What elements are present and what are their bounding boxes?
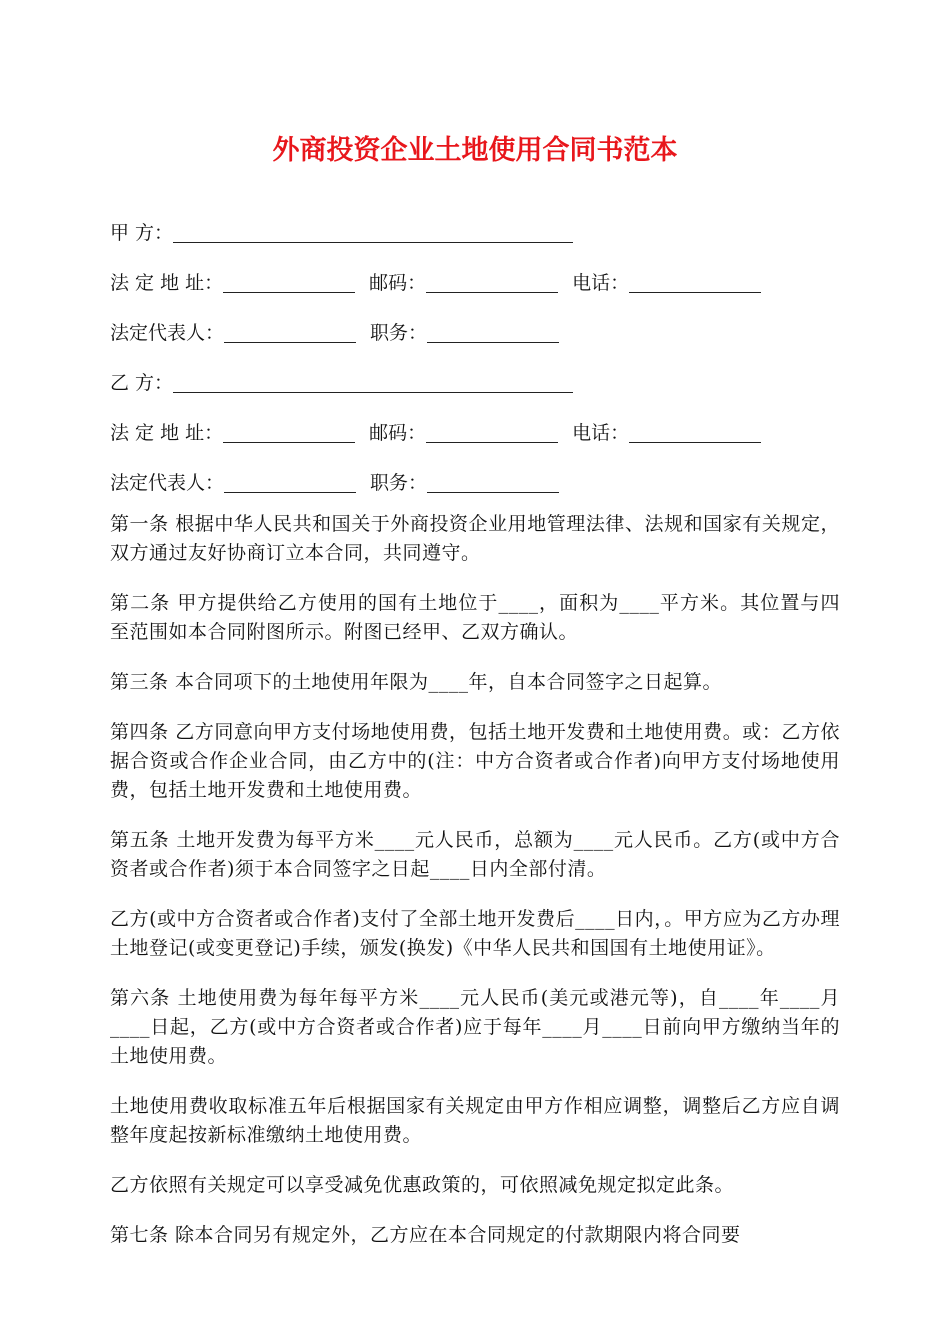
party-b-rep-label: 法定代表人： — [110, 472, 225, 494]
party-a-phone-label: 电话： — [572, 272, 630, 294]
article-6-exemption: 乙方依照有关规定可以享受减免优惠政策的，可依照减免规定拟定此条。 — [110, 1174, 735, 1196]
article-7: 第七条 除本合同另有规定外，乙方应在本合同规定的付款期限内将合同要 — [110, 1224, 741, 1246]
party-b-phone-label: 电话： — [572, 422, 630, 444]
article-6-adjust: 土地使用费收取标准五年后根据国家有关规定由甲方作相应调整，调整后乙方应自调整年度起按新标准缴纳土地使用费。 — [110, 1095, 840, 1146]
article-4: 第四条 乙方同意向甲方支付场地使用费，包括土地开发费和土地使用费。或：乙方依据合资或合作企业合同，由乙方中的(注：中方合资者或合作者)向甲方支付场地使用费，包括土地开发费和土地使用费。 — [110, 721, 840, 801]
party-a-row — [110, 218, 850, 268]
party-a-position-label: 职务： — [370, 322, 428, 344]
party-a-position-blank — [427, 320, 559, 343]
article-2: 第二条 甲方提供给乙方使用的国有土地位于____，面积为____平方米。其位置与四至范围如本合同附图所示。附图已经甲、乙双方确认。 — [110, 592, 840, 643]
party-b-rep-blank — [224, 470, 356, 493]
contract-body — [110, 510, 840, 1271]
party-a-rep-row — [110, 318, 850, 368]
article-3: 第三条 本合同项下的土地使用年限为____年，自本合同签字之日起算。 — [110, 671, 723, 693]
party-a-rep-blank — [224, 320, 356, 343]
party-b-position-label: 职务： — [370, 472, 428, 494]
article-6: 第六条 土地使用费为每年每平方米____元人民币(美元或港元等)，自____年____月____日起，乙方(或中方合资者或合作者)应于每年____月____日前向甲方缴纳当年的土地使用费。 — [110, 987, 840, 1067]
party-a-postcode-label: 邮码： — [369, 272, 427, 294]
party-a-address-blank — [223, 270, 355, 293]
party-b-address-label: 法 定 地 址： — [110, 422, 224, 444]
party-b-address-blank — [223, 420, 355, 443]
party-a-address-row — [110, 268, 850, 318]
party-b-blank — [173, 370, 573, 393]
party-b-row — [110, 368, 850, 418]
party-b-position-blank — [427, 470, 559, 493]
party-a-rep-label: 法定代表人： — [110, 322, 225, 344]
party-a-blank — [173, 220, 573, 243]
party-b-postcode-blank — [426, 420, 558, 443]
document-title: 外商投资企业土地使用合同书范本 — [272, 135, 678, 166]
party-a-label: 甲 方： — [110, 222, 174, 244]
party-b-address-row — [110, 418, 850, 468]
party-a-address-label: 法 定 地 址： — [110, 272, 224, 294]
article-1: 第一条 根据中华人民共和国关于外商投资企业用地管理法律、法规和国家有关规定，双方通过友好协商订立本合同，共同遵守。 — [110, 513, 840, 564]
party-a-postcode-blank — [426, 270, 558, 293]
party-b-phone-blank — [629, 420, 761, 443]
party-a-phone-blank — [629, 270, 761, 293]
party-fields — [110, 218, 850, 518]
article-5: 第五条 土地开发费为每平方米____元人民币，总额为____元人民币。乙方(或中方合资者或合作者)须于本合同签字之日起____日内全部付清。 — [110, 829, 840, 880]
article-5-cont: 乙方(或中方合资者或合作者)支付了全部土地开发费后____日内，。甲方应为乙方办理土地登记(或变更登记)手续，颁发(换发)《中华人民共和国国有土地使用证》。 — [110, 908, 840, 959]
party-b-label: 乙 方： — [110, 372, 174, 394]
party-b-postcode-label: 邮码： — [369, 422, 427, 444]
